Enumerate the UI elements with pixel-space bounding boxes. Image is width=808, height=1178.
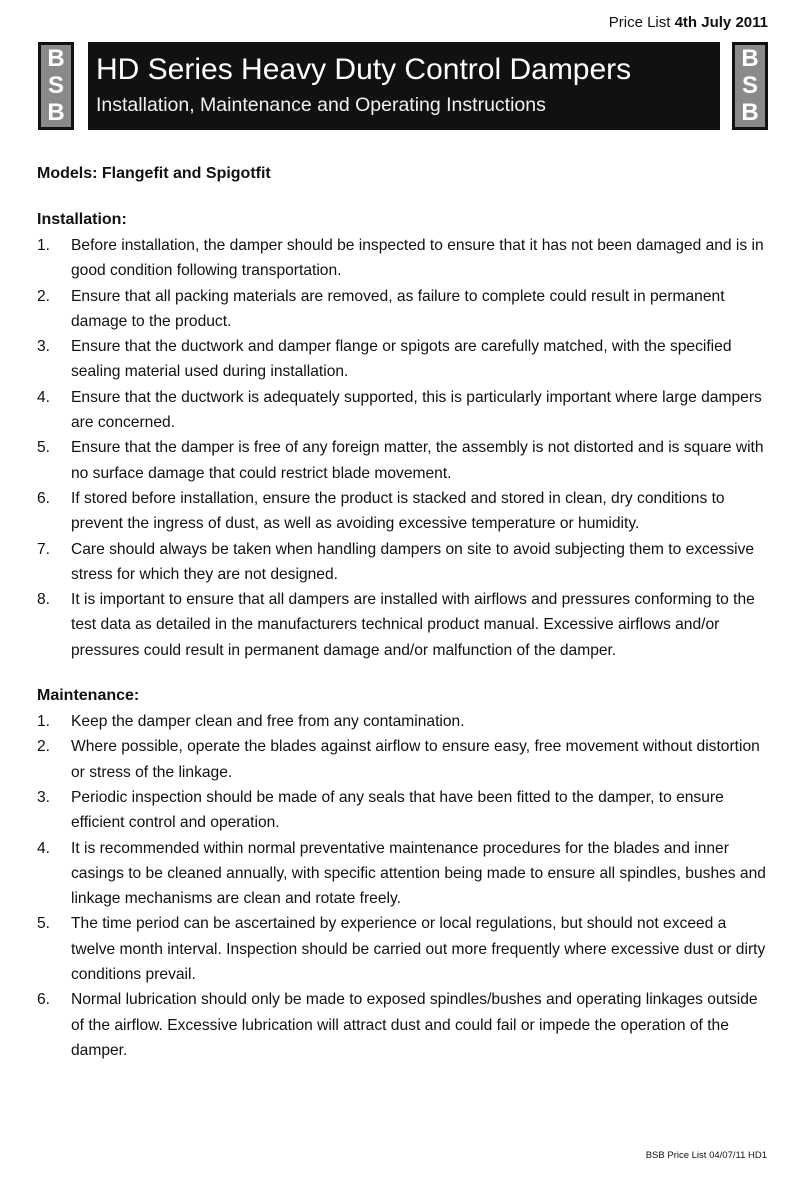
document-subtitle: Installation, Maintenance and Operating Instructions xyxy=(96,94,546,116)
item-number: 2. xyxy=(37,287,51,305)
list-item xyxy=(37,734,772,785)
item-number: 3. xyxy=(37,788,51,806)
list-item xyxy=(37,537,772,588)
logo-letter: B xyxy=(741,44,759,72)
bsb-logo-right xyxy=(732,42,768,130)
logo-letter: S xyxy=(741,71,758,99)
list-item xyxy=(37,284,772,335)
item-text: Periodic inspection should be made of any seals that have been fitted to the damper, to ensure efficient control and operation. xyxy=(71,788,724,832)
bsb-logo-left xyxy=(38,42,74,130)
list-item xyxy=(37,987,772,1063)
item-number: 6. xyxy=(37,489,51,507)
item-text: Ensure that the ductwork and damper flange or spigots are carefully matched, with the specified sealing material used during installation. xyxy=(71,338,732,381)
title-banner xyxy=(88,42,720,130)
item-number: 6. xyxy=(37,991,51,1009)
maintenance-list xyxy=(37,709,772,1063)
list-item xyxy=(37,587,772,663)
item-number: 2. xyxy=(37,738,51,756)
item-number: 1. xyxy=(37,713,51,731)
item-number: 4. xyxy=(37,388,51,406)
item-text: Normal lubrication should only be made to exposed spindles/bushes and operating linkages outside of the airflow. Excessive lubrication will attract dust and could fail or impede the operation of the damper. xyxy=(71,991,758,1059)
document-title: HD Series Heavy Duty Control Dampers xyxy=(96,53,632,86)
item-text: Ensure that the ductwork is adequately supported, this is particularly important where large dampers are concerned. xyxy=(71,388,762,432)
item-text: Ensure that all packing materials are removed, as failure to complete could result in permanent damage to the product. xyxy=(71,287,725,330)
document-body xyxy=(37,161,772,1063)
item-text: It is important to ensure that all dampers are installed with airflows and pressures conforming to the test data as detailed in the manufacturers technical product manual. Excessive airflows and/or pressures could result in permanent damage and/or malfunction of the damper. xyxy=(71,591,755,659)
footer-reference: BSB Price List 04/07/11 HD1 xyxy=(645,1150,767,1161)
item-text: If stored before installation, ensure the product is stacked and stored in clean, dry conditions to prevent the ingress of dust, as well as avoiding excessive temperature or humidity. xyxy=(71,489,725,533)
item-text: Where possible, operate the blades against airflow to ensure easy, free movement without distortion or stress of the linkage. xyxy=(71,738,760,781)
list-item xyxy=(37,785,772,836)
item-number: 4. xyxy=(37,839,51,857)
list-item xyxy=(37,435,772,486)
item-number: 3. xyxy=(37,338,51,356)
price-list-date-line xyxy=(609,14,768,31)
list-item xyxy=(37,836,772,912)
item-number: 5. xyxy=(37,915,51,933)
item-number: 5. xyxy=(37,439,51,457)
list-item xyxy=(37,911,772,987)
item-text: Before installation, the damper should be inspected to ensure that it has not been damaged and is in good condition following transportation. xyxy=(71,237,764,280)
item-text: Ensure that the damper is free of any foreign matter, the assembly is not distorted and is square with no surface damage that could restrict blade movement. xyxy=(71,439,764,482)
installation-list xyxy=(37,233,772,663)
list-item xyxy=(37,334,772,385)
item-text: Keep the damper clean and free from any contamination. xyxy=(71,713,465,731)
list-item xyxy=(37,233,772,284)
logo-letter: B xyxy=(47,99,65,127)
item-text: The time period can be ascertained by experience or local regulations, but should not exceed a twelve month interval. Inspection should be carried out more frequently where excessive dust or dirty conditions prevail. xyxy=(71,915,766,984)
item-number: 1. xyxy=(37,237,51,254)
item-text: It is recommended within normal preventative maintenance procedures for the blades and inner casings to be cleaned annually, with specific attention being made to ensure all spindles, bushes and linkage mechanisms are clean and rotate freely. xyxy=(71,839,766,908)
logo-letter: S xyxy=(47,71,64,99)
logo-letter: B xyxy=(741,99,759,127)
item-number: 8. xyxy=(37,591,51,609)
price-list-prefix: Price List xyxy=(608,14,671,31)
list-item xyxy=(37,709,772,734)
maintenance-heading: Maintenance: xyxy=(37,687,140,705)
list-item xyxy=(37,486,772,537)
item-number: 7. xyxy=(37,540,51,558)
price-list-date: 4th July 2011 xyxy=(674,14,768,31)
item-text: Care should always be taken when handling dampers on site to avoid subjecting them to excessive stress for which they are not designed. xyxy=(71,540,755,583)
installation-heading: Installation: xyxy=(37,211,127,228)
models-line: Models: Flangefit and Spigotfit xyxy=(37,165,271,182)
logo-letter: B xyxy=(47,44,65,72)
list-item xyxy=(37,385,772,436)
